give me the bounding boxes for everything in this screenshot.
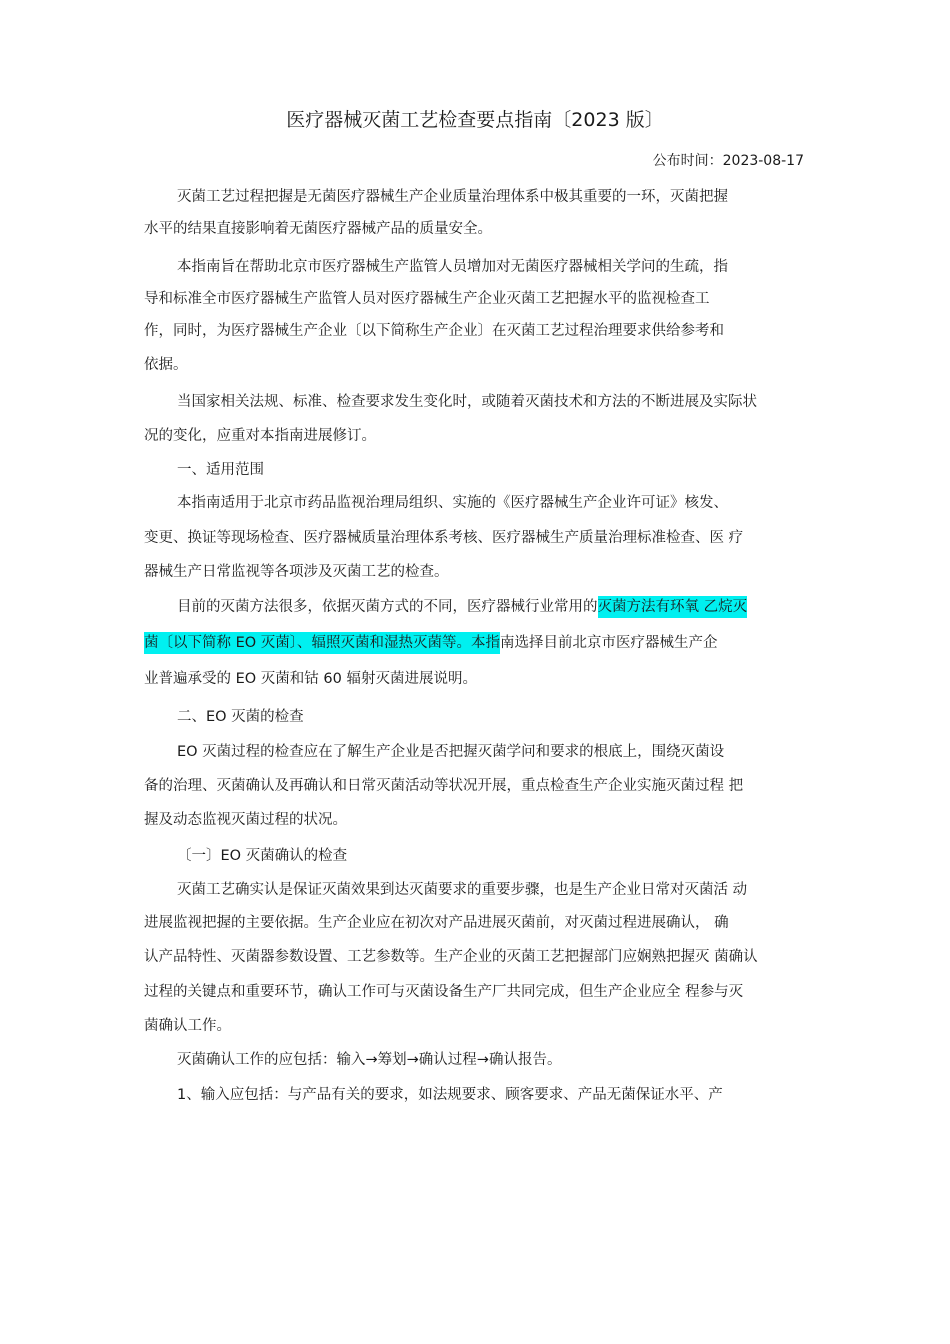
para-7-line-3: 认产品特性、灭菌器参数设置、工艺参数等。生产企业的灭菌工艺把握部门应娴熟把握灭 菌确认	[144, 949, 758, 965]
para-8-line-1: 灭菌确认工作的应包括：输入→筹划→确认过程→确认报告。	[177, 1052, 562, 1068]
section-heading-eo: 二、EO 灭菌的检查	[177, 709, 304, 725]
para-2-line-3: 作，同时，为医疗器械生产企业〔以下简称生产企业〕在灭菌工艺过程治理要求供给参考和	[144, 323, 724, 339]
para-7-line-5: 菌确认工作。	[144, 1018, 231, 1034]
para-5-line-1-plain: 目前的灭菌方法很多，依据灭菌方式的不同，医疗器械行业常用的	[177, 599, 598, 615]
para-3-line-1: 当国家相关法规、标准、检查要求发生变化时，或随着灭菌技术和方法的不断进展及实际状	[177, 394, 757, 410]
para-1-line-2: 水平的结果直接影响着无菌医疗器械产品的质量安全。	[144, 221, 492, 237]
para-6-line-1: EO 灭菌过程的检查应在了解生产企业是否把握灭菌学问和要求的根底上，围绕灭菌设	[177, 744, 725, 760]
highlight-text: 菌〔以下简称 EO 灭菌〕、辐照灭菌和湿热灭菌等。本指	[144, 632, 500, 654]
para-5-line-1	[177, 596, 747, 618]
para-9-line-1: 1、输入应包括：与产品有关的要求，如法规要求、顾客要求、产品无菌保证水平、产	[177, 1087, 723, 1103]
para-5-line-3: 业普遍承受的 EO 灭菌和钴 60 辐射灭菌进展说明。	[144, 671, 477, 687]
para-7-line-4: 过程的关键点和重要环节，确认工作可与灭菌设备生产厂共同完成，但生产企业应全 程参与灭	[144, 984, 744, 1000]
para-4-line-2: 变更、换证等现场检查、医疗器械质量治理体系考核、医疗器械生产质量治理标准检查、医 疗	[144, 530, 744, 546]
doc-title: 医疗器械灭菌工艺检查要点指南〔2023 版〕	[286, 109, 664, 131]
para-6-line-2: 备的治理、灭菌确认及再确认和日常灭菌活动等状况开展，重点检查生产企业实施灭菌过程 把	[144, 778, 744, 794]
publish-date-value: 2023-08-17	[722, 153, 804, 169]
para-7-line-2: 进展监视把握的主要依据。生产企业应在初次对产品进展灭菌前，对灭菌过程进展确认， 确	[144, 915, 729, 931]
para-5-line-2	[144, 632, 718, 654]
para-2-line-4: 依据。	[144, 357, 188, 373]
para-6-line-3: 握及动态监视灭菌过程的状况。	[144, 812, 347, 828]
highlight-text: 灭菌方法有环氧 乙烷灭	[598, 596, 748, 618]
section-heading-scope: 一、适用范围	[177, 462, 264, 478]
para-2-line-2: 导和标准全市医疗器械生产监管人员对医疗器械生产企业灭菌工艺把握水平的监视检查工	[144, 291, 710, 307]
para-7-line-1: 灭菌工艺确实认是保证灭菌效果到达灭菌要求的重要步骤，也是生产企业日常对灭菌活 动	[177, 882, 748, 898]
para-4-line-3: 器械生产日常监视等各项涉及灭菌工艺的检查。	[144, 564, 449, 580]
para-4-line-1: 本指南适用于北京市药品监视治理局组织、实施的《医疗器械生产企业许可证》核发、	[177, 495, 728, 511]
publish-date	[653, 151, 804, 171]
para-3-line-2: 况的变化，应重对本指南进展修订。	[144, 428, 376, 444]
publish-date-label: 公布时间：	[652, 153, 723, 169]
para-2-line-1: 本指南旨在帮助北京市医疗器械生产监管人员增加对无菌医疗器械相关学问的生疏，指	[177, 259, 728, 275]
para-1-line-1: 灭菌工艺过程把握是无菌医疗器械生产企业质量治理体系中极其重要的一环，灭菌把握	[177, 189, 728, 205]
para-5-line-2-plain: 南选择目前北京市医疗器械生产企	[500, 635, 718, 651]
subsection-heading: 〔一〕EO 灭菌确认的检查	[177, 848, 348, 864]
